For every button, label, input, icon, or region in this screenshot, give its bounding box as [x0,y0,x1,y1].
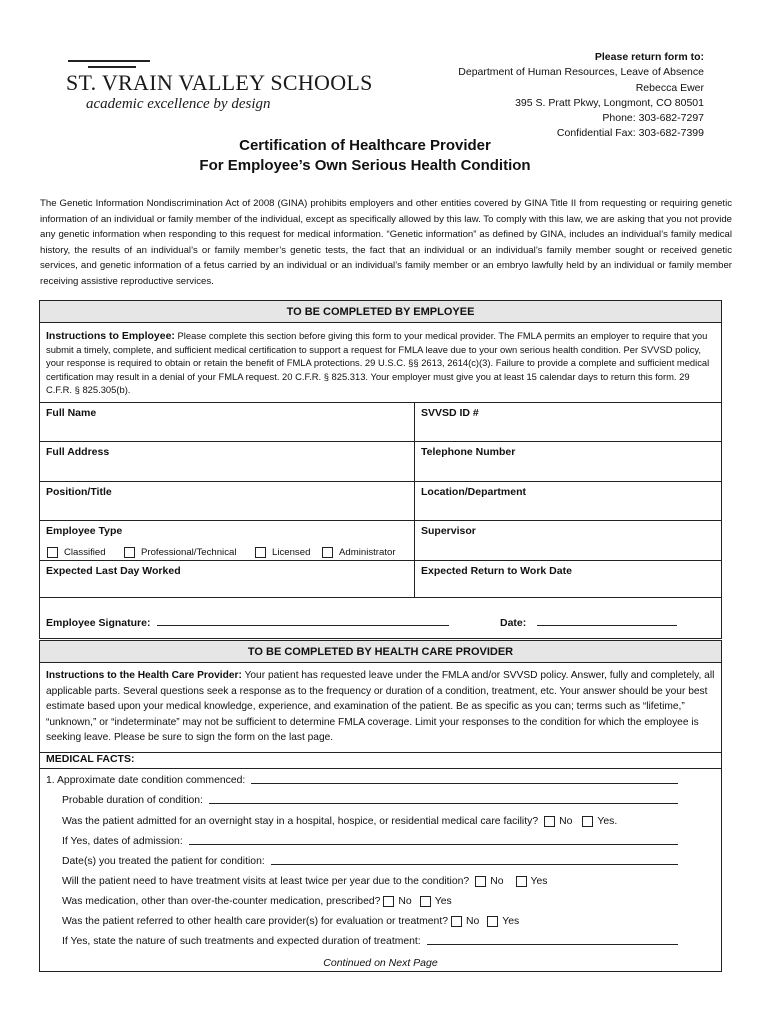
svvsd-id-field[interactable]: SVVSD ID # [421,407,479,419]
checkbox-icon[interactable] [255,547,266,558]
answer-line[interactable] [251,783,678,784]
divider [40,481,721,482]
employee-type-label: Employee Type [46,525,123,537]
answer-line[interactable] [189,844,678,845]
question-text: If Yes, dates of admission: [62,836,183,847]
employee-instructions-text: Please complete this section before giving this form to your medical provider. The FMLA permits an employer to require that you submit a timely, complete, and sufficient medical certification to support a request for FMLA leave due to your own serious health condition. Per SVVSD policy, your response is required to obtain or retain the benefit of FMLA protections. 29 U.S.C. §§ 2613, 2614(c)(3). Failure to provide a complete and sufficient medical certification may result in a denial of your FMLA request. 20 C.F.R. § 825.313. Your employer must give you at least 15 calendar days to return this form. 29 C.F.R. § 825.305(b). [46,330,710,395]
visits-no-checkbox[interactable] [475,876,486,887]
logo-mountain-line [68,60,150,62]
licensed-checkbox[interactable] [255,547,310,558]
telephone-field[interactable]: Telephone Number [421,446,516,458]
employee-section [39,300,722,639]
administrator-checkbox[interactable] [322,547,396,558]
provider-instructions-label: Instructions to the Health Care Provider: [46,670,242,681]
answer-line[interactable] [427,944,678,945]
logo-mountain-line-2 [88,66,136,68]
last-day-field[interactable]: Expected Last Day Worked [46,565,181,577]
classified-checkbox[interactable] [47,547,106,558]
date-line[interactable] [537,615,677,626]
q-referred [62,916,519,927]
q-treated-dates[interactable] [62,856,678,867]
q-medication [62,896,452,907]
professional-technical-checkbox[interactable] [124,547,236,558]
question-text: 1. Approximate date condition commenced: [46,775,246,786]
checkbox-label: Licensed [272,547,311,558]
q-treatment-visits [62,876,547,887]
divider [40,441,721,442]
position-field[interactable]: Position/Title [46,486,112,498]
divider [40,520,721,521]
option-label: Yes [530,876,548,887]
answer-line[interactable] [209,803,678,804]
column-divider [414,402,415,597]
question-text: Probable duration of condition: [62,795,203,806]
visits-yes-checkbox[interactable] [516,876,527,887]
option-label: Yes [502,916,520,927]
referred-yes-checkbox[interactable] [487,916,498,927]
location-field[interactable]: Location/Department [421,486,527,498]
q-treatment-nature[interactable] [62,936,678,947]
full-name-field[interactable]: Full Name [46,407,97,419]
provider-instructions [46,668,718,746]
form-title-line2: For Employee’s Own Serious Health Condition [199,157,531,174]
admitted-yes-checkbox[interactable] [582,816,593,827]
logo-name: ST. VRAIN VALLEY SCHOOLS [66,70,373,95]
return-date-field[interactable]: Expected Return to Work Date [421,565,572,577]
checkbox-icon[interactable] [322,547,333,558]
divider [40,597,721,598]
school-logo [64,60,373,120]
medical-facts-label: MEDICAL FACTS: [46,753,135,765]
referred-no-checkbox[interactable] [451,916,462,927]
divider [40,768,721,769]
question-text: Will the patient need to have treatment visits at least twice per year due to the condition? [62,876,470,887]
admitted-no-checkbox[interactable] [544,816,555,827]
option-label: Yes [434,896,452,907]
provider-instructions-text: Your patient has requested leave under the FMLA and/or SVVSD policy. Answer, fully and completely, all applicable parts. Several questions seek a response as to the frequency or duration of a condition, treatment, etc. Your answer should be your best estimate based upon your medical knowledge, experience, and examination of the patient. Be as specific as you can; terms such as “lifetime,” “unknown,” or “indeterminate” may not be sufficient to determine FMLA coverage. Limit your responses to the condition for which the employee is seeking leave. Please be sure to sign the form on the last page. [46,670,715,743]
question-text: Date(s) you treated the patient for condition: [62,856,265,867]
option-label: Yes. [597,816,618,827]
q-admission-dates[interactable] [62,836,678,847]
supervisor-field[interactable]: Supervisor [421,525,476,537]
option-label: No [559,816,573,827]
employee-section-header: TO BE COMPLETED BY EMPLOYEE [40,301,721,323]
option-label: No [466,916,480,927]
q-probable-duration[interactable] [62,795,678,806]
divider [40,752,721,753]
date-label: Date: [500,617,527,629]
q-admitted-overnight [62,816,617,827]
provider-section-header: TO BE COMPLETED BY HEALTH CARE PROVIDER [40,641,721,663]
form-title-line1: Certification of Healthcare Provider [239,137,491,154]
return-address [458,50,704,142]
provider-section [39,640,722,972]
answer-line[interactable] [271,864,678,865]
checkbox-label: Professional/Technical [141,547,237,558]
continued-note: Continued on Next Page [323,957,438,969]
signature-line[interactable] [157,615,449,626]
question-text: If Yes, state the nature of such treatments and expected duration of treatment: [62,936,421,947]
return-line: Department of Human Resources, Leave of Absence [458,66,704,79]
employee-signature-field[interactable] [46,615,449,629]
employee-date-field[interactable] [500,615,677,629]
option-label: No [398,896,412,907]
option-label: No [490,876,504,887]
return-line: Rebecca Ewer [635,81,704,94]
return-title: Please return form to: [594,51,704,63]
question-text: Was medication, other than over-the-counter medication, prescribed? [62,896,381,907]
employee-instructions-label: Instructions to Employee: [46,330,175,342]
checkbox-icon[interactable] [47,547,58,558]
gina-notice: The Genetic Information Nondiscrimination Act of 2008 (GINA) prohibits employers and other entities covered by GINA Title II from requesting or requiring genetic information of an individual or family member of the individual, except as specifically allowed by this law. To comply with this law, we are asking that you not provide any genetic information when responding to this request for medical information. “Genetic information” as defined by GINA, includes an individual’s family medical history, the results of an individual’s or family member’s genetic tests, the fact that an individual or an individual’s family member sought or received genetic services, and genetic information of a fetus carried by an individual or an individual’s family member or an embryo lawfully held by an individual or family member receiving assistive reproductive services. [40,198,732,287]
employee-instructions [46,329,716,396]
signature-label: Employee Signature: [46,617,151,629]
return-line: Phone: 303-682-7297 [602,112,704,125]
return-line: 395 S. Pratt Pkwy, Longmont, CO 80501 [515,96,704,109]
medication-yes-checkbox[interactable] [420,896,431,907]
checkbox-icon[interactable] [124,547,135,558]
logo-tagline: academic excellence by design [86,96,271,112]
full-address-field[interactable]: Full Address [46,446,110,458]
form-title [160,136,570,176]
question-text: Was the patient admitted for an overnight stay in a hospital, hospice, or residential medical care facility? [62,816,539,827]
question-text: Was the patient referred to other health care provider(s) for evaluation or treatment? [62,916,448,927]
return-line: Confidential Fax: 303-682-7399 [556,127,704,140]
medication-no-checkbox[interactable] [383,896,394,907]
q-date-commenced[interactable] [46,775,678,786]
divider [40,560,721,561]
checkbox-label: Classified [64,547,106,558]
checkbox-label: Administrator [339,547,396,558]
divider [40,402,721,403]
